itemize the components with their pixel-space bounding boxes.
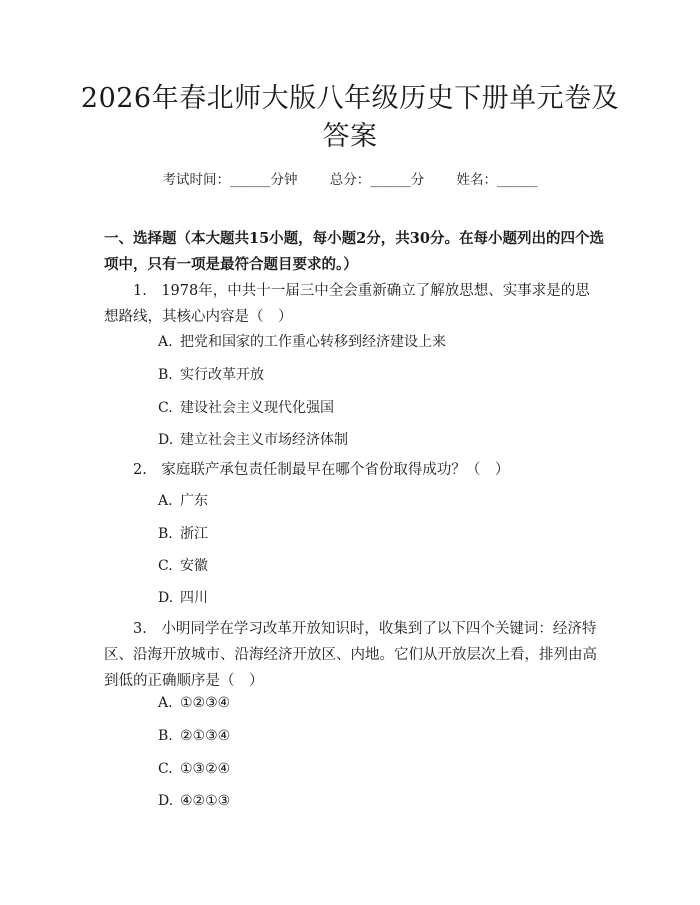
question-3-option-a: [158, 692, 230, 714]
option-text: ①③②④: [180, 761, 231, 777]
option-letter: C.: [158, 558, 173, 574]
question-2-stem: 2. 家庭联产承包责任制最早在哪个省份取得成功？（ ）: [133, 462, 510, 478]
question-1-option-a: [158, 331, 446, 353]
exam-total-score: 总分：______分: [329, 172, 425, 188]
option-text: 实行改革开放: [180, 367, 264, 383]
option-text: 广东: [180, 493, 208, 509]
question-2-option-c: [158, 555, 208, 577]
option-text: 把党和国家的工作重心转移到经济建设上来: [180, 334, 446, 350]
option-text: 建立社会主义市场经济体制: [180, 432, 348, 448]
option-letter: D.: [158, 590, 174, 606]
student-name: 姓名：______: [456, 172, 538, 188]
option-letter: B.: [158, 367, 173, 383]
exam-meta: [0, 168, 700, 188]
option-letter: B.: [158, 728, 173, 744]
option-text: ①②③④: [180, 695, 231, 711]
option-letter: B.: [158, 526, 173, 542]
question-1-option-d: [158, 429, 348, 451]
option-letter: D.: [158, 793, 174, 809]
option-letter: A.: [158, 493, 173, 509]
question-2-option-d: [158, 587, 208, 609]
question-1-stem: 1. 1978年，中共十一届三中全会重新确立了解放思想、实事求是的思想路线，其核心内容是（ ）: [104, 283, 590, 325]
option-text: 建设社会主义现代化强国: [180, 400, 334, 416]
question-3-option-b: [158, 725, 230, 747]
option-letter: C.: [158, 400, 173, 416]
option-text: ④②①③: [180, 793, 231, 809]
option-text: 浙江: [180, 526, 208, 542]
option-letter: A.: [158, 695, 173, 711]
section-heading: 一、选择题（本大题共15小题，每小题2分，共30分。在每小题列出的四个选项中，只有一项是最符合题目要求的。）: [104, 230, 604, 273]
question-3-stem: 3. 小明同学在学习改革开放知识时，收集到了以下四个关键词：经济特区、沿海开放城市、沿海经济开放区、内地。它们从开放层次上看，排列由高到低的正确顺序是（ ）: [104, 621, 597, 689]
question-3-option-c: [158, 758, 230, 780]
option-text: 安徽: [180, 558, 208, 574]
option-letter: D.: [158, 432, 174, 448]
question-2-option-a: [158, 490, 208, 512]
option-letter: A.: [158, 334, 173, 350]
question-1-option-b: [158, 364, 264, 386]
option-letter: C.: [158, 761, 173, 777]
question-2-option-b: [158, 523, 208, 545]
page-title: 2026年春北师大版八年级历史下册单元卷及答案: [80, 83, 620, 152]
question-3-option-d: [158, 790, 230, 812]
option-text: ②①③④: [180, 728, 231, 744]
exam-time: 考试时间：______分钟: [162, 172, 298, 188]
question-1-option-c: [158, 397, 334, 419]
option-text: 四川: [180, 590, 208, 606]
